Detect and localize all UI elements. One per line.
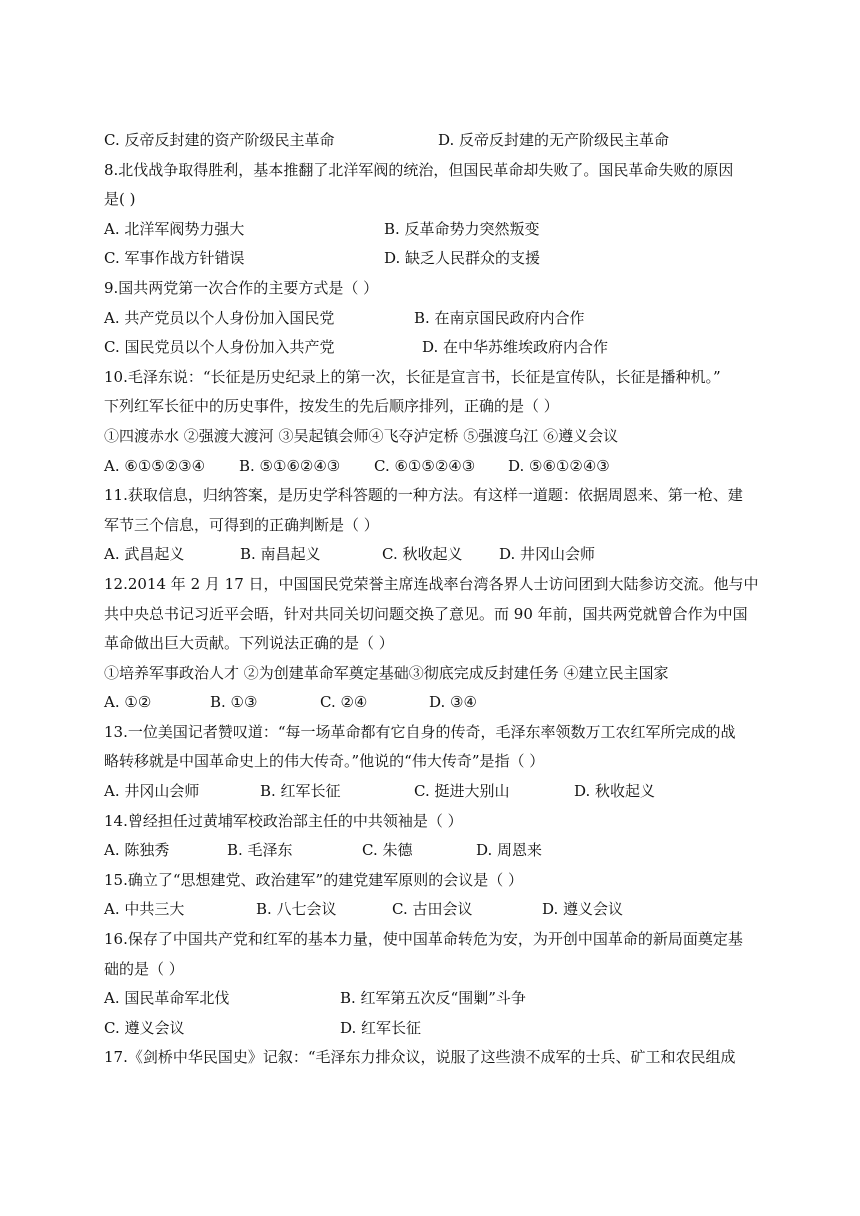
text-segment: 12.2014 年 2 月 17 日，中国国民党荣誉主席连战率台湾各界人士访问团到大陆参访交流。他与中 bbox=[104, 574, 759, 593]
question-line bbox=[104, 244, 764, 274]
text-segment: 8.北伐战争取得胜利，基本推翻了北洋军阀的统治，但国民革命却失败了。国民革命失败的原因 bbox=[104, 160, 734, 179]
question-line bbox=[104, 600, 764, 630]
text-segment: B. 红军第五次反“围剿”斗争 bbox=[340, 989, 526, 1008]
text-segment: B. 在南京国民政府内合作 bbox=[414, 308, 585, 327]
text-segment: 11.获取信息，归纳答案，是历史学科答题的一种方法。有这样一道题：依据周恩来、第一枪、建 bbox=[104, 486, 743, 505]
question-line bbox=[104, 392, 764, 422]
text-segment: 下列红军长征中的历史事件，按发生的先后顺序排列，正确的是（ ） bbox=[104, 397, 559, 416]
question-line bbox=[104, 747, 764, 777]
question-line bbox=[104, 866, 764, 896]
question-line bbox=[104, 540, 764, 570]
text-segment: 17.《剑桥中华民国史》记叙：“毛泽东力排众议，说服了这些溃不成军的士兵、矿工和农民组成 bbox=[104, 1048, 736, 1067]
text-segment: D. 周恩来 bbox=[476, 841, 543, 860]
text-segment: B. 红军长征 bbox=[260, 782, 341, 801]
question-line bbox=[104, 836, 764, 866]
text-segment: 15.确立了“思想建党、政治建军”的建党建军原则的会议是（ ） bbox=[104, 870, 523, 889]
text-segment: A. ①② bbox=[104, 693, 152, 712]
text-segment: C. 国民党员以个人身份加入共产党 bbox=[104, 338, 335, 357]
question-line bbox=[104, 955, 764, 985]
question-line bbox=[104, 215, 764, 245]
text-segment: D. 反帝反封建的无产阶级民主革命 bbox=[438, 131, 670, 149]
text-segment: C. 遵义会议 bbox=[104, 1018, 185, 1037]
text-segment: B. 毛泽东 bbox=[227, 841, 293, 860]
text-segment: C. 挺进大别山 bbox=[414, 782, 510, 801]
text-segment: D. 在中华苏维埃政府内合作 bbox=[422, 338, 609, 357]
text-segment: C. 古田会议 bbox=[392, 900, 473, 919]
text-segment: C. ②④ bbox=[320, 693, 368, 712]
question-line bbox=[104, 1043, 764, 1073]
text-segment: ①培养军事政治人才 ②为创建革命军奠定基础③彻底完成反封建任务 ④建立民主国家 bbox=[104, 663, 669, 682]
text-segment: B. ①③ bbox=[210, 693, 258, 712]
text-segment: C. ⑥①⑤②④③ bbox=[374, 456, 476, 475]
question-line bbox=[104, 659, 764, 689]
text-segment: D. ⑤⑥①②④③ bbox=[508, 456, 610, 475]
text-segment: A. 中共三大 bbox=[104, 900, 185, 919]
text-segment: D. 井冈山会师 bbox=[499, 545, 596, 564]
text-segment: C. 秋收起义 bbox=[382, 545, 463, 564]
text-segment: D. 缺乏人民群众的支援 bbox=[384, 249, 541, 268]
text-segment: A. ⑥①⑤②③④ bbox=[104, 456, 206, 475]
text-segment: A. 武昌起义 bbox=[104, 545, 185, 564]
question-line bbox=[104, 126, 764, 156]
text-segment: A. 陈独秀 bbox=[104, 841, 170, 860]
text-segment: A. 井冈山会师 bbox=[104, 782, 200, 801]
question-line bbox=[104, 363, 764, 393]
text-segment: D. 红军长征 bbox=[340, 1018, 422, 1037]
question-line bbox=[104, 274, 764, 304]
question-line bbox=[104, 688, 764, 718]
question-line bbox=[104, 895, 764, 925]
text-segment: 略转移就是中国革命史上的伟大传奇。”他说的“伟大传奇”是指（ ） bbox=[104, 752, 545, 771]
question-line bbox=[104, 452, 764, 482]
text-segment: A. 北洋军阀势力强大 bbox=[104, 219, 245, 238]
text-segment: 础的是（ ） bbox=[104, 959, 184, 978]
text-segment: A. 共产党员以个人身份加入国民党 bbox=[104, 308, 335, 327]
text-segment: C. 朱德 bbox=[362, 841, 413, 860]
question-line bbox=[104, 807, 764, 837]
question-line bbox=[104, 570, 764, 600]
text-segment: 16.保存了中国共产党和红军的基本力量，使中国革命转危为安，为开创中国革命的新局面奠定基 bbox=[104, 930, 743, 949]
text-segment: D. ③④ bbox=[429, 693, 477, 712]
exam-page bbox=[104, 126, 764, 1073]
question-line bbox=[104, 481, 764, 511]
text-segment: 是( ) bbox=[104, 190, 136, 209]
question-line bbox=[104, 333, 764, 363]
text-segment: B. 南昌起义 bbox=[240, 545, 321, 564]
text-segment: D. 秋收起义 bbox=[574, 782, 656, 801]
text-segment: A. 国民革命军北伐 bbox=[104, 989, 230, 1008]
text-segment: B. ⑤①⑥②④③ bbox=[239, 456, 341, 475]
text-segment: B. 反革命势力突然叛变 bbox=[384, 219, 540, 238]
question-line bbox=[104, 422, 764, 452]
text-segment: 13.一位美国记者赞叹道：“每一场革命都有它自身的传奇，毛泽东率领数万工农红军所完成的战 bbox=[104, 722, 736, 741]
text-segment: C. 反帝反封建的资产阶级民主革命 bbox=[104, 131, 335, 149]
question-line bbox=[104, 304, 764, 334]
text-segment: C. 军事作战方针错误 bbox=[104, 249, 245, 268]
text-segment: 9.国共两党第一次合作的主要方式是（ ） bbox=[104, 278, 379, 297]
question-line bbox=[104, 185, 764, 215]
question-line bbox=[104, 629, 764, 659]
text-segment: 14.曾经担任过黄埔军校政治部主任的中共领袖是（ ） bbox=[104, 811, 463, 830]
text-segment: 10.毛泽东说：“长征是历史纪录上的第一次，长征是宣言书，长征是宣传队，长征是播种机。” bbox=[104, 367, 721, 386]
question-line bbox=[104, 156, 764, 186]
question-line bbox=[104, 1014, 764, 1044]
text-segment: ①四渡赤水 ②强渡大渡河 ③吴起镇会师④飞夺泸定桥 ⑤强渡乌江 ⑥遵义会议 bbox=[104, 426, 619, 445]
text-segment: 革命做出巨大贡献。下列说法正确的是（ ） bbox=[104, 634, 394, 653]
question-line bbox=[104, 718, 764, 748]
text-segment: 共中央总书记习近平会晤，针对共同关切问题交换了意见。而 90 年前，国共两党就曾合作为中国 bbox=[104, 604, 748, 623]
question-line bbox=[104, 925, 764, 955]
question-line bbox=[104, 984, 764, 1014]
text-segment: B. 八七会议 bbox=[256, 900, 337, 919]
text-segment: 军节三个信息，可得到的正确判断是（ ） bbox=[104, 515, 379, 534]
question-line bbox=[104, 511, 764, 541]
question-line bbox=[104, 777, 764, 807]
text-segment: D. 遵义会议 bbox=[542, 900, 624, 919]
